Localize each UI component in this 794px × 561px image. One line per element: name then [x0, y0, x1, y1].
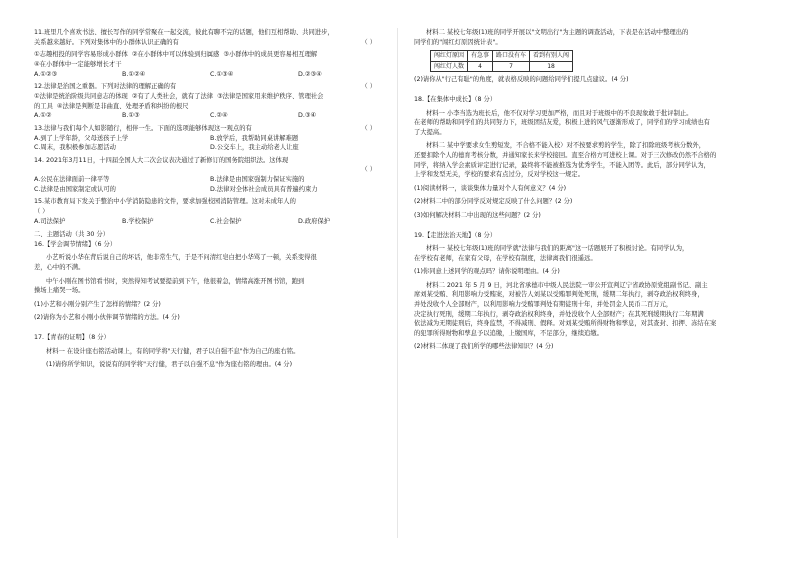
- q15-choice-c: C.社会保护: [210, 217, 242, 225]
- q19-material-1-line2: 在学校有老师，在家有父母，在学校有制度，法律离我们很遥远。: [414, 254, 597, 262]
- q15-choice-a: A.司法保护: [34, 217, 66, 225]
- q18-material-1-line1: 材料一 小李当选为班长后，他不仅对学习更加严格，而且对于班级中的不良现象敢于批评制止。: [426, 109, 693, 117]
- q18-material-2-line1: 材料二 某中学要求女生剪短发，不合格不能入校）对不按要求剪的学生，除了扣除班级考核分数外，: [426, 142, 706, 150]
- q17-subquestion-1: (1)请你所学知识，说说有的同学将"天行健，君子以自强不息"作为座右铭的理由。(4 分): [46, 361, 293, 369]
- q12-statement-3: ③法律是国家用来维护秩序、管理社会: [217, 92, 324, 100]
- q11-choice-d: D.②③④: [298, 70, 322, 78]
- q18-heading: 18.【在集体中成长】（8 分）: [414, 95, 497, 103]
- q15-choice-d: D.政府保护: [298, 217, 331, 225]
- part-two-heading: 二、主题活动（共 30 分）: [34, 231, 109, 239]
- question-16: [34, 240, 386, 323]
- question-17: [34, 333, 386, 370]
- q14-choice-b: B.法律是由国家强制力保证实施的: [210, 176, 305, 184]
- table-header-cell: 看到有别人闯: [530, 51, 573, 62]
- q11-choice-a: A.①②③: [34, 70, 58, 78]
- table-cell: 4: [468, 61, 493, 72]
- right-column: [414, 28, 766, 352]
- q12-stem-line: [34, 82, 386, 92]
- table-cell: 18: [530, 61, 573, 72]
- question-11: [34, 28, 386, 79]
- q13-stem-text: 13.法律与我们每个人如影随行，相伴一生。下面的选项能够体现这一观点的有: [34, 124, 252, 132]
- q13-choice-b: B.放学后，我帮助同桌讲解难题: [210, 134, 299, 142]
- q16-heading: 16.【学会调节情绪】（6 分）: [34, 240, 117, 248]
- q18-material-1-line2: 在老师的帮助和同学们的共同努力下，班级团结友爱，积极上进的风气逐渐形成了，同学们的学习成绩也有: [414, 119, 710, 127]
- question-15: [34, 197, 386, 226]
- q17-subquestion-2: (2)请你从"行己有耻"的角度，就表格反映的问题给同学们提几点建议。(4 分): [414, 76, 629, 84]
- q13-choices-row2: [34, 143, 386, 153]
- q16-paragraph-1-line2: 差，心中的不满。: [34, 264, 85, 271]
- q16-subquestion-2: (2)请你为小艺和小刚小伙伴调节情绪的方法。(4 分): [34, 314, 180, 322]
- q11-choices: [34, 70, 386, 80]
- q19-material-2-line3: 并处没收个人全部财产，以利用影响力受贿罪判处有期徒刑十年，并处罚金人民币二百万元，: [414, 301, 673, 309]
- q13-choice-c: C.周末，我积极参加志愿活动: [34, 144, 116, 152]
- q17-material-2-line1: 材料二 某校七年级(1)班的同学开展以"文明出行"为主题的调查活动，下表是在活动中整理出的: [426, 29, 689, 36]
- q17-heading: 17.【青春的证明】（8 分）: [34, 333, 110, 341]
- q13-choice-d: D.公交车上，我主动给老人让座: [210, 144, 299, 152]
- q15-choice-b: B.学校保护: [122, 217, 154, 225]
- q14-choice-d: D.法律对全体社会成员具有普遍约束力: [210, 185, 318, 193]
- question-14: [34, 156, 386, 194]
- q19-material-2-line5: 依法减为无期徒刑后，终身监禁，不得减刑、假释。对刘某受贿所得财物和孳息，对其查封、扣押、冻结在案: [414, 320, 717, 328]
- q12-choice-b: B.①③: [122, 112, 140, 120]
- q12-choice-c: C.②④: [210, 112, 228, 120]
- q11-statement-4: ④在小群体中一定能够增长才干: [34, 60, 122, 68]
- q12-answer-paren: （ ）: [361, 83, 376, 91]
- q17-material-2: [414, 28, 766, 85]
- q13-choice-a: A.到了上学年龄，父母送孩子上学: [34, 134, 129, 142]
- q18-material-2-line2: 还要扣除个人的德育考核分数，并通知家长来学校接回。直至合格方可进校上课。对于三次修改仍然不合格的: [414, 151, 717, 159]
- q16-paragraph-2-line2: 操场上痛哭一场。: [34, 287, 85, 295]
- q12-statement-3-cont: 的工具: [34, 102, 53, 110]
- q19-material-2-line4: 决定执行死刑，缓期二年执行，剥夺政治权利终身，并处没收个人全部财产；在其死刑缓期执行二年期满: [414, 310, 704, 318]
- q11-statement-1: ①志趣相投的同学容易形成小群体: [34, 51, 128, 59]
- question-13: [34, 124, 386, 153]
- q14-answer-paren: （ ）: [361, 166, 376, 174]
- q15-answer-paren: （ ）: [34, 208, 49, 216]
- table-cell: 闯红灯人数: [431, 61, 468, 72]
- table-header-cell: 有急事: [468, 51, 493, 62]
- q14-choices-row1: [34, 175, 386, 185]
- q17-material-2-line2: 同学们的"闯红灯原因统计表"。: [414, 38, 502, 46]
- table-cell: 7: [493, 61, 530, 72]
- q12-choice-d: D.③④: [298, 112, 317, 120]
- table-row: [431, 61, 573, 72]
- q15-choices: [34, 217, 386, 227]
- q14-choices-row2: [34, 185, 386, 195]
- q14-choice-a: A.公民在法律面前一律平等: [34, 176, 110, 184]
- q12-statements-line2: [34, 102, 386, 112]
- q14-choice-c: C.法律是由国家制定或认可的: [34, 185, 116, 193]
- q19-heading: 19.【走进法治天地】（8 分）: [414, 231, 497, 239]
- q12-choice-a: A.①②: [34, 112, 52, 120]
- question-12: [34, 82, 386, 120]
- q19-material-1-line1: 材料一 某校七年级(1)班的同学就"法律与我们的距离"这一话题展开了积极讨论。有同学认为，: [426, 245, 689, 253]
- table-header-cell: 闯红灯原因: [431, 51, 468, 62]
- q11-choice-b: B.①②④: [122, 70, 146, 78]
- q12-statement-1: ①法律是统治阶级共同意志的体现: [34, 92, 128, 100]
- q12-statement-4: ④法律是判断是非曲直、处理矛盾和纠纷的根尺: [56, 102, 189, 110]
- table-header-cell: 路口没有车: [493, 51, 530, 62]
- q11-answer-paren: （ ）: [361, 38, 376, 46]
- question-18: [414, 95, 766, 221]
- q15-stem: 15.某市教育局下发关于整治中小学消防隐患的文件，要求加强校园消防管理。这对未成年人的: [34, 198, 296, 206]
- q18-subquestion-1: (1)阅读材料一，谈谈集体力量对个人有何意义？(4 分): [414, 184, 567, 192]
- q18-material-2-line4: 上学和发型无关，学校的要求有点过分，反对学校这一规定。: [414, 171, 585, 179]
- q11-stem-line1: 11.班里几个喜欢书法、擅长写作的同学常聚在一起交流，彼此有聊不完的话题，他们互相帮助、共同进步，: [34, 29, 334, 36]
- column-divider: [397, 28, 398, 538]
- q12-statements-line1: [34, 92, 386, 102]
- table-header-row: [431, 51, 573, 62]
- q14-paren-line: [34, 165, 386, 175]
- left-column: [34, 28, 386, 370]
- q12-choices: [34, 111, 386, 121]
- q13-stem-line: [34, 124, 386, 134]
- q11-stem-text: 关系越来越好。下列对集体中的小群体认识正确的有: [34, 38, 179, 46]
- q19-material-2-line2: 席刘某受贿、利用影响力受贿案，对被告人刘某以受贿罪判处死刑，缓期二年执行，剥夺政治权利终身，: [414, 291, 704, 299]
- q12-stem-text: 12.法律是治国之重器。下列对法律的理解正确的有: [34, 83, 177, 91]
- q12-statement-2: ②有了人类社会，就有了法律: [131, 92, 214, 100]
- q11-option-line1: [34, 50, 386, 60]
- q11-statement-2: ②在小群体中可以体验到归属感: [131, 51, 220, 59]
- q19-subquestion-1: (1)你同意上述同学的观点吗？请你说明理由。(4 分): [414, 268, 560, 276]
- q18-material-1-line3: 了大提高。: [414, 128, 446, 136]
- q13-answer-paren: （ ）: [361, 124, 376, 132]
- q17-material-1: 材料一 在设计座右铭活动课上，有的同学将"天行健，君子以自强不息"作为自己的座右铭。: [46, 347, 300, 355]
- q18-subquestion-3: (3)如何解决材料二中出现的这些问题？(2 分): [414, 211, 541, 219]
- q11-stem-line2: [34, 38, 386, 48]
- q11-choice-c: C.①③④: [210, 70, 234, 78]
- q19-subquestion-2: (2)材料二体现了我们所学的哪些法律知识？(4 分): [414, 343, 554, 351]
- red-light-survey-table: [430, 50, 573, 72]
- q16-paragraph-2-line1: 中午小刚在图书馆看书时，突然得知考试要提前到下午，他很着急，情绪高涨开图书馆，跑到: [46, 277, 305, 285]
- q16-paragraph-1-line1: 小艺听说小华在背后说自己的坏话，他非常生气，于是不问清红皂白把小华骂了一顿，关系变得很: [46, 254, 317, 262]
- q14-stem: 14. 2021年3月11日，十四届全国人大二次会议表决通过了新修订的国务院组织法。这体现: [34, 156, 289, 164]
- q13-choices-row1: [34, 134, 386, 144]
- q19-material-2-line6: 的犯罪所得财物和孳息予以追缴，上缴国库，不足部分，继续追缴。: [414, 329, 603, 337]
- q18-material-2-line3: 同学，将纳入学会素质评定进行记录，最终将不能被推选为优秀学生，不能入团等。此后，部分同学认为，: [414, 161, 710, 169]
- q19-material-2-line1: 材料二 2021 年 5 月 9 日，河北省承德市中级人民法院一审公开宣判辽宁省政协原党组副书记、副主: [426, 281, 708, 289]
- q11-statement-3: ③小群体中的成员更容易相互理解: [223, 51, 318, 59]
- q18-subquestion-2: (2)材料二中的部分同学反对规定反映了什么问题？(2 分): [414, 198, 573, 206]
- q16-subquestion-1: (1)小艺和小刚分别产生了怎样的情绪？(2 分): [34, 300, 161, 308]
- question-19: [414, 231, 766, 353]
